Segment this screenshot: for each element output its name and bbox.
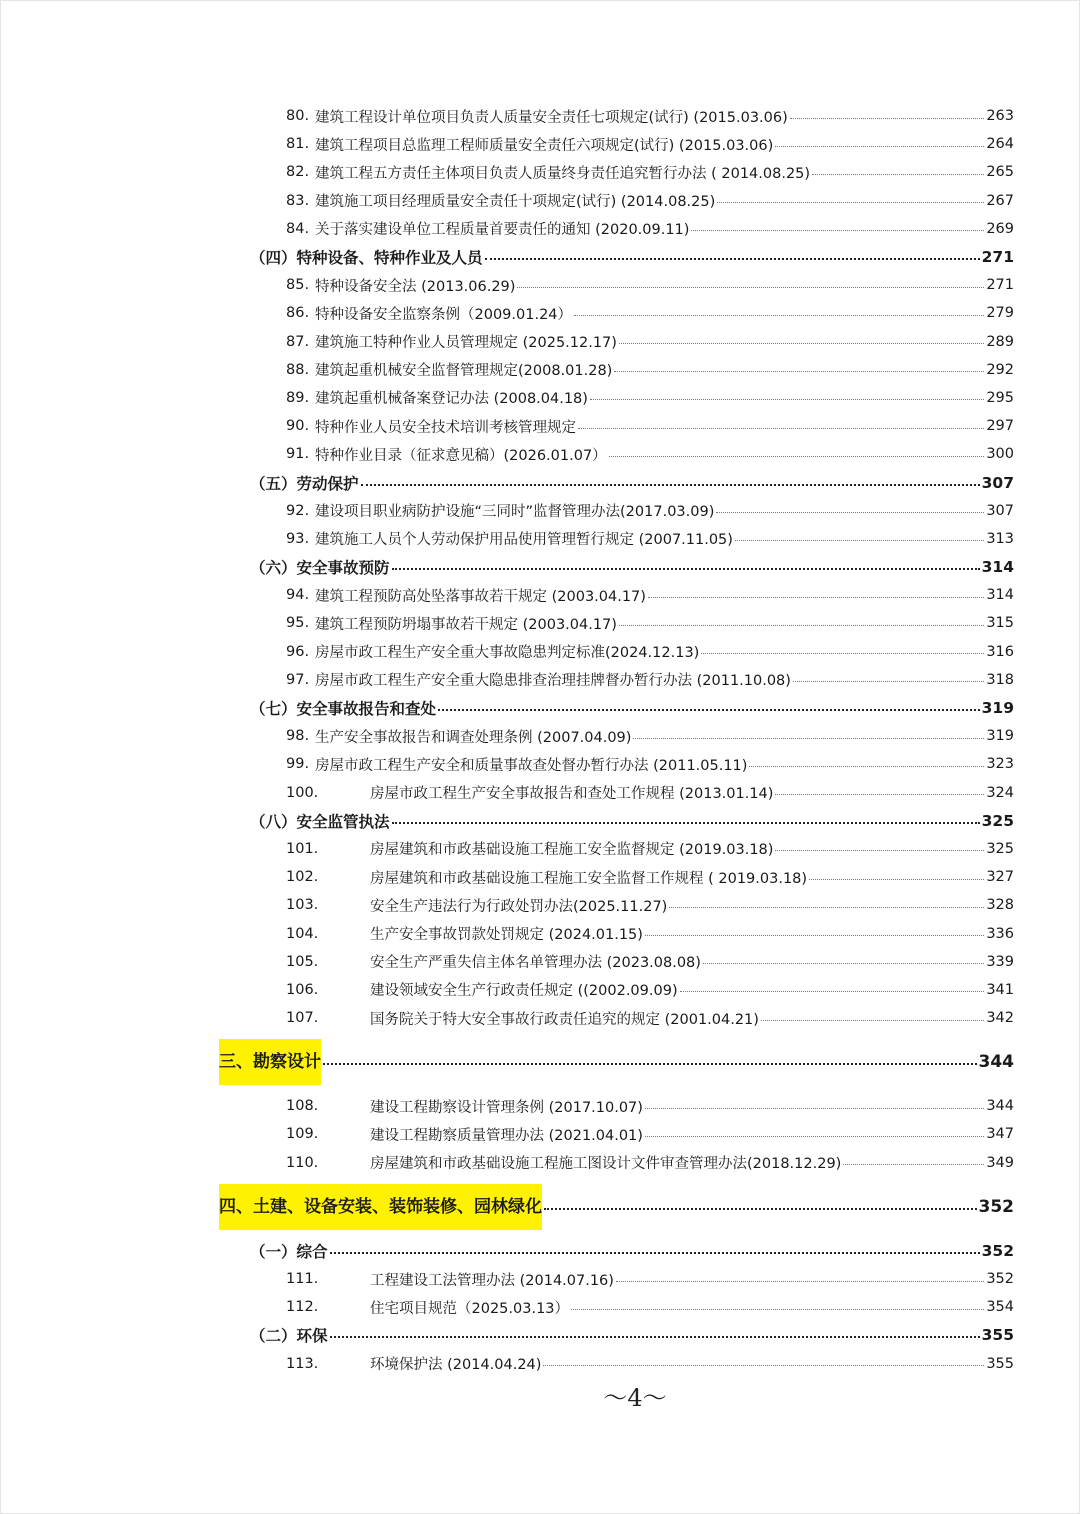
toc-item-number: 104. bbox=[286, 925, 319, 942]
dot-leader bbox=[323, 1063, 977, 1065]
toc-item-title: 建筑起重机械安全监督管理规定(2008.01.28) bbox=[315, 363, 613, 380]
toc-item-number: 108. bbox=[286, 1098, 319, 1115]
toc-item-title: 房屋市政工程生产安全重大事故隐患判定标准(2024.12.13) bbox=[315, 645, 700, 662]
toc-item-number: 93. bbox=[286, 530, 310, 547]
toc-page-number: 354 bbox=[986, 1299, 1014, 1316]
toc-page-number: 314 bbox=[986, 587, 1014, 604]
dot-leader bbox=[680, 991, 985, 992]
toc-item-row[interactable] bbox=[0, 1265, 1080, 1293]
toc-item-number: 88. bbox=[286, 361, 310, 378]
toc-page-number: 279 bbox=[986, 305, 1014, 322]
toc-item-row[interactable] bbox=[0, 130, 1080, 158]
dot-leader bbox=[438, 709, 980, 711]
toc-page-number: 352 bbox=[981, 1241, 1014, 1260]
toc-section-row[interactable] bbox=[0, 807, 1080, 835]
toc-item-number: 98. bbox=[286, 728, 310, 745]
toc-page-number: 297 bbox=[986, 418, 1014, 435]
toc-item-title: 建筑工程项目总监理工程师质量安全责任六项规定(试行) (2015.03.06) bbox=[315, 137, 774, 154]
toc-page-number: 271 bbox=[981, 248, 1014, 267]
toc-page-number: 325 bbox=[981, 811, 1014, 830]
toc-item-title: 房屋市政工程生产安全和质量事故查处督办暂行办法 (2011.05.11) bbox=[315, 757, 748, 774]
toc-item-number: 90. bbox=[286, 418, 310, 435]
toc-item-row[interactable] bbox=[0, 158, 1080, 186]
toc-item-number: 94. bbox=[286, 587, 310, 604]
dot-leader bbox=[645, 935, 984, 936]
toc-page-number: 339 bbox=[986, 953, 1014, 970]
toc-item-number: 80. bbox=[286, 108, 310, 125]
toc-section-row[interactable] bbox=[0, 1237, 1080, 1265]
toc-page-number: 325 bbox=[986, 840, 1014, 857]
toc-item-row[interactable] bbox=[0, 440, 1080, 468]
toc-item-row[interactable] bbox=[0, 581, 1080, 609]
toc-item-number: 100. bbox=[286, 784, 319, 801]
dot-leader bbox=[392, 568, 980, 570]
toc-page-number: 267 bbox=[986, 192, 1014, 209]
dot-leader bbox=[749, 766, 984, 767]
toc-item-title: 建设工程勘察质量管理办法 (2021.04.01) bbox=[370, 1127, 643, 1144]
toc-page-number: 319 bbox=[986, 728, 1014, 745]
toc-page-number: 269 bbox=[986, 220, 1014, 237]
toc-item-number: 95. bbox=[286, 615, 310, 632]
dot-leader bbox=[543, 1365, 984, 1366]
toc-section-row[interactable] bbox=[0, 468, 1080, 496]
toc-page-number: 265 bbox=[986, 164, 1014, 181]
toc-chapter-title: 三、勘察设计 bbox=[219, 1039, 321, 1085]
toc-item-number: 86. bbox=[286, 305, 310, 322]
toc-item-row[interactable] bbox=[0, 102, 1080, 130]
toc-item-number: 92. bbox=[286, 502, 310, 519]
toc-item-number: 113. bbox=[286, 1355, 319, 1372]
toc-page-number: 318 bbox=[986, 671, 1014, 688]
toc-item-title: 房屋市政工程生产安全重大隐患排查治理挂牌督办暂行办法 (2011.10.08) bbox=[315, 673, 791, 690]
toc-item-title: 住宅项目规范（2025.03.13） bbox=[370, 1300, 570, 1317]
toc-item-number: 109. bbox=[286, 1126, 319, 1143]
toc-item-number: 106. bbox=[286, 981, 319, 998]
dot-leader bbox=[517, 287, 984, 288]
toc-page-number: 289 bbox=[986, 333, 1014, 350]
toc-item-title: 特种作业人员安全技术培训考核管理规定 bbox=[315, 419, 576, 436]
dot-leader bbox=[619, 343, 984, 344]
dot-leader bbox=[645, 1136, 984, 1137]
toc-item-number: 97. bbox=[286, 671, 310, 688]
dot-leader bbox=[735, 540, 984, 541]
toc-item-row[interactable] bbox=[0, 525, 1080, 553]
toc-section-title: （七）安全事故报告和查处 bbox=[250, 700, 437, 719]
toc-item-number: 112. bbox=[286, 1299, 319, 1316]
toc-page-number: 341 bbox=[986, 981, 1014, 998]
dot-leader bbox=[616, 1281, 984, 1282]
dot-leader bbox=[717, 202, 984, 203]
toc-item-row[interactable] bbox=[0, 1293, 1080, 1321]
toc-item-title: 建设项目职业病防护设施“三同时”监督管理办法(2017.03.09) bbox=[315, 504, 715, 521]
toc-page-number: 344 bbox=[978, 1052, 1014, 1073]
toc-page-number: 319 bbox=[981, 699, 1014, 718]
toc-item-number: 85. bbox=[286, 277, 310, 294]
toc-section-row[interactable] bbox=[0, 553, 1080, 581]
toc-page-number: 307 bbox=[986, 502, 1014, 519]
toc-item-row[interactable] bbox=[0, 835, 1080, 863]
toc-item-title: 建设领域安全生产行政责任规定 ((2002.09.09) bbox=[370, 983, 678, 1000]
toc-item-title: 建筑起重机械备案登记办法 (2008.04.18) bbox=[315, 391, 588, 408]
toc-page-number: 323 bbox=[986, 756, 1014, 773]
toc-item-title: 特种作业目录（征求意见稿）(2026.01.07） bbox=[315, 447, 607, 464]
dot-leader bbox=[330, 1252, 980, 1254]
toc-item-row[interactable] bbox=[0, 1092, 1080, 1120]
toc-item-title: 建筑工程五方责任主体项目负责人质量终身责任追究暂行办法 ( 2014.08.25) bbox=[315, 165, 811, 182]
dot-leader bbox=[703, 963, 984, 964]
toc-page-number: 355 bbox=[981, 1326, 1014, 1345]
toc-item-title: 房屋建筑和市政基础设施工程施工安全监督规定 (2019.03.18) bbox=[370, 842, 774, 859]
dot-leader bbox=[775, 794, 984, 795]
toc-item-number: 99. bbox=[286, 756, 310, 773]
toc-page-number: 263 bbox=[986, 108, 1014, 125]
toc-item-number: 91. bbox=[286, 446, 310, 463]
toc-item-number: 96. bbox=[286, 643, 310, 660]
toc-item-row[interactable] bbox=[0, 863, 1080, 891]
dot-leader bbox=[544, 1208, 977, 1210]
toc-item-row[interactable] bbox=[0, 187, 1080, 215]
toc-page-number: 349 bbox=[986, 1154, 1014, 1171]
table-of-contents bbox=[0, 102, 1080, 1378]
dot-leader bbox=[633, 738, 984, 739]
toc-item-title: 建筑工程预防坍塌事故若干规定 (2003.04.17) bbox=[315, 616, 617, 633]
page-number-footer: ～4～ bbox=[603, 1384, 667, 1412]
toc-item-row[interactable] bbox=[0, 609, 1080, 637]
toc-item-title: 生产安全事故罚款处罚规定 (2024.01.15) bbox=[370, 927, 643, 944]
toc-item-number: 105. bbox=[286, 953, 319, 970]
toc-item-title: 生产安全事故报告和调查处理条例 (2007.04.09) bbox=[315, 729, 632, 746]
toc-section-title: （二）环保 bbox=[250, 1327, 328, 1346]
toc-item-row[interactable] bbox=[0, 356, 1080, 384]
dot-leader bbox=[809, 879, 984, 880]
dot-leader bbox=[775, 146, 984, 147]
dot-leader bbox=[790, 118, 985, 119]
toc-page-number: 292 bbox=[986, 361, 1014, 378]
toc-page-number: 352 bbox=[986, 1271, 1014, 1288]
toc-item-title: 特种设备安全法 (2013.06.29) bbox=[315, 278, 516, 295]
dot-leader bbox=[485, 258, 980, 260]
toc-section-title: （一）综合 bbox=[250, 1242, 328, 1261]
toc-item-title: 建筑施工人员个人劳动保护用品使用管理暂行规定 (2007.11.05) bbox=[315, 532, 733, 549]
toc-item-row[interactable] bbox=[0, 1004, 1080, 1032]
toc-section-row[interactable] bbox=[0, 1321, 1080, 1349]
toc-item-row[interactable] bbox=[0, 328, 1080, 356]
toc-item-title: 房屋建筑和市政基础设施工程施工图设计文件审查管理办法(2018.12.29) bbox=[370, 1156, 842, 1173]
toc-item-number: 110. bbox=[286, 1154, 319, 1171]
toc-section-title: （八）安全监管执法 bbox=[250, 812, 390, 831]
toc-item-row[interactable] bbox=[0, 299, 1080, 327]
toc-item-title: 房屋建筑和市政基础设施工程施工安全监督工作规程 ( 2019.03.18) bbox=[370, 870, 808, 887]
toc-chapter-title: 四、土建、设备安装、装饰装修、园林绿化 bbox=[219, 1184, 542, 1230]
toc-item-row[interactable] bbox=[0, 976, 1080, 1004]
dot-leader bbox=[392, 822, 980, 824]
dot-leader bbox=[571, 1309, 984, 1310]
dot-leader bbox=[590, 399, 984, 400]
dot-leader bbox=[614, 371, 984, 372]
toc-page-number: 271 bbox=[986, 277, 1014, 294]
toc-item-number: 89. bbox=[286, 389, 310, 406]
toc-page-number: 313 bbox=[986, 530, 1014, 547]
toc-item-number: 103. bbox=[286, 897, 319, 914]
dot-leader bbox=[761, 1020, 984, 1021]
toc-item-title: 关于落实建设单位工程质量首要责任的通知 (2020.09.11) bbox=[315, 222, 690, 239]
dot-leader bbox=[645, 1108, 984, 1109]
toc-item-row[interactable] bbox=[0, 891, 1080, 919]
toc-page-number: 347 bbox=[986, 1126, 1014, 1143]
toc-chapter-row[interactable] bbox=[0, 1039, 1080, 1085]
toc-item-title: 建筑工程设计单位项目负责人质量安全责任七项规定(试行) (2015.03.06) bbox=[315, 109, 788, 126]
toc-item-row[interactable] bbox=[0, 666, 1080, 694]
toc-page-number: 316 bbox=[986, 643, 1014, 660]
toc-item-title: 房屋市政工程生产安全事故报告和查处工作规程 (2013.01.14) bbox=[370, 786, 774, 803]
toc-item-row[interactable] bbox=[0, 779, 1080, 807]
dot-leader bbox=[691, 230, 984, 231]
toc-item-row[interactable] bbox=[0, 412, 1080, 440]
toc-section-row[interactable] bbox=[0, 694, 1080, 722]
toc-item-number: 87. bbox=[286, 333, 310, 350]
toc-page-number: 314 bbox=[981, 558, 1014, 577]
toc-item-number: 102. bbox=[286, 869, 319, 886]
dot-leader bbox=[793, 681, 984, 682]
toc-page-number: 327 bbox=[986, 869, 1014, 886]
toc-chapter-row[interactable] bbox=[0, 1184, 1080, 1230]
toc-page-number: 264 bbox=[986, 136, 1014, 153]
dot-leader bbox=[330, 1336, 980, 1338]
toc-item-number: 82. bbox=[286, 164, 310, 181]
toc-item-row[interactable] bbox=[0, 271, 1080, 299]
toc-item-row[interactable] bbox=[0, 722, 1080, 750]
toc-section-title: （六）安全事故预防 bbox=[250, 559, 390, 578]
toc-item-number: 81. bbox=[286, 136, 310, 153]
toc-item-number: 83. bbox=[286, 192, 310, 209]
toc-item-row[interactable] bbox=[0, 919, 1080, 947]
toc-item-title: 安全生产严重失信主体名单管理办法 (2023.08.08) bbox=[370, 955, 701, 972]
toc-section-title: （五）劳动保护 bbox=[250, 474, 359, 493]
dot-leader bbox=[578, 428, 984, 429]
toc-page-number: 342 bbox=[986, 1010, 1014, 1027]
toc-item-title: 建筑施工项目经理质量安全责任十项规定(试行) (2014.08.25) bbox=[315, 194, 716, 211]
toc-item-number: 84. bbox=[286, 220, 310, 237]
dot-leader bbox=[574, 315, 984, 316]
toc-page-number: 352 bbox=[978, 1196, 1014, 1217]
dot-leader bbox=[648, 597, 984, 598]
toc-page-number: 328 bbox=[986, 897, 1014, 914]
toc-page-number: 300 bbox=[986, 446, 1014, 463]
dot-leader bbox=[609, 456, 985, 457]
toc-item-row[interactable] bbox=[0, 1350, 1080, 1378]
dot-leader bbox=[701, 653, 984, 654]
toc-item-number: 107. bbox=[286, 1010, 319, 1027]
toc-item-number: 101. bbox=[286, 840, 319, 857]
toc-item-number: 111. bbox=[286, 1271, 319, 1288]
toc-item-title: 工程建设工法管理办法 (2014.07.16) bbox=[370, 1272, 614, 1289]
toc-page-number: 307 bbox=[981, 473, 1014, 492]
toc-item-row[interactable] bbox=[0, 1149, 1080, 1177]
toc-section-row[interactable] bbox=[0, 243, 1080, 271]
toc-item-title: 建设工程勘察设计管理条例 (2017.10.07) bbox=[370, 1099, 643, 1116]
toc-item-row[interactable] bbox=[0, 384, 1080, 412]
toc-page-number: 344 bbox=[986, 1098, 1014, 1115]
toc-page-number: 315 bbox=[986, 615, 1014, 632]
toc-page-number: 324 bbox=[986, 784, 1014, 801]
toc-item-title: 安全生产违法行为行政处罚办法(2025.11.27) bbox=[370, 898, 668, 915]
toc-page-number: 295 bbox=[986, 389, 1014, 406]
dot-leader bbox=[775, 850, 984, 851]
dot-leader bbox=[669, 907, 984, 908]
toc-page-number: 355 bbox=[986, 1355, 1014, 1372]
toc-item-title: 建筑工程预防高处坠落事故若干规定 (2003.04.17) bbox=[315, 588, 646, 605]
dot-leader bbox=[619, 625, 984, 626]
toc-item-row[interactable] bbox=[0, 750, 1080, 778]
toc-item-title: 环境保护法 (2014.04.24) bbox=[370, 1357, 542, 1374]
toc-page-number: 336 bbox=[986, 925, 1014, 942]
toc-section-title: （四）特种设备、特种作业及人员 bbox=[250, 249, 483, 268]
dot-leader bbox=[361, 484, 980, 486]
toc-item-row[interactable] bbox=[0, 948, 1080, 976]
toc-item-row[interactable] bbox=[0, 215, 1080, 243]
toc-item-row[interactable] bbox=[0, 1120, 1080, 1148]
dot-leader bbox=[843, 1164, 984, 1165]
toc-item-title: 建筑施工特种作业人员管理规定 (2025.12.17) bbox=[315, 335, 617, 352]
toc-item-title: 国务院关于特大安全事故行政责任追究的规定 (2001.04.21) bbox=[370, 1011, 759, 1028]
toc-item-row[interactable] bbox=[0, 638, 1080, 666]
dot-leader bbox=[812, 174, 984, 175]
toc-item-row[interactable] bbox=[0, 497, 1080, 525]
dot-leader bbox=[716, 512, 984, 513]
toc-item-title: 特种设备安全监察条例（2009.01.24） bbox=[315, 306, 573, 323]
